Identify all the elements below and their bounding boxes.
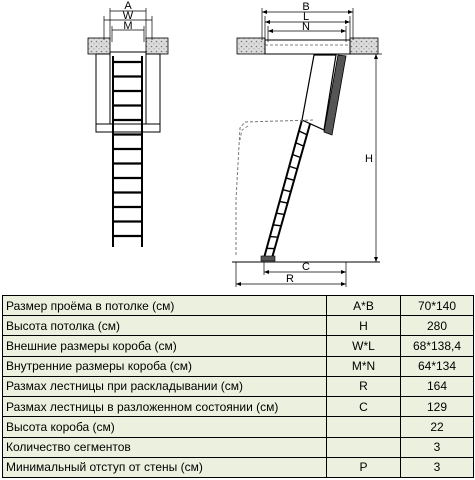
- unfold-contour: [236, 120, 313, 255]
- symbol-cell: A*B: [327, 296, 401, 316]
- symbol-cell: R: [327, 376, 401, 396]
- table-row: [3, 376, 474, 396]
- value-cell: 64*134: [401, 356, 474, 376]
- symbol-cell: P: [327, 457, 401, 477]
- parameter-cell: Размах лестницы при раскладывании (см): [3, 376, 327, 396]
- dim-label-h: H: [365, 153, 373, 165]
- value-cell: 280: [401, 316, 474, 336]
- symbol-cell: C: [327, 397, 401, 417]
- ladder-rung: [283, 190, 291, 192]
- symbol-cell: M*N: [327, 356, 401, 376]
- ladder-foot: [261, 256, 275, 261]
- parameter-cell: Внешние размеры короба (см): [3, 336, 327, 356]
- symbol-cell: W*L: [327, 336, 401, 356]
- symbol-cell: [327, 437, 401, 457]
- parameter-cell: Минимальный отступ от стены (см): [3, 457, 327, 477]
- ladder-rung: [293, 155, 301, 158]
- ceiling-slab-left: [237, 38, 265, 54]
- specs-table: [2, 295, 474, 478]
- symbol-cell: H: [327, 316, 401, 336]
- hatch-frame-left: [96, 54, 110, 132]
- value-cell: 22: [401, 417, 474, 437]
- dim-label-a: A: [124, 0, 132, 12]
- specs-table-body: [3, 296, 474, 478]
- ceiling-slab-right: [146, 38, 168, 54]
- table-row: [3, 417, 474, 437]
- value-cell: 129: [401, 397, 474, 417]
- table-row: [3, 457, 474, 477]
- hatch-frame-right: [146, 54, 160, 132]
- value-cell: 164: [401, 376, 474, 396]
- table-row: [3, 397, 474, 417]
- ladder-rung: [276, 213, 284, 214]
- table-row: [3, 336, 474, 356]
- table-row: [3, 356, 474, 376]
- parameter-cell: Размер проёма в потолке (см): [3, 296, 327, 316]
- dim-label-b: B: [302, 1, 310, 13]
- front-view: [88, 0, 168, 247]
- dim-label-l: L: [302, 11, 310, 23]
- parameter-cell: Высота потолка (см): [3, 316, 327, 336]
- ceiling-slab-left: [88, 38, 110, 54]
- hatch-bottom-bar: [96, 124, 160, 132]
- ladder-rung: [270, 237, 278, 238]
- value-cell: 3: [401, 457, 474, 477]
- parameter-cell: Количество сегментов: [3, 437, 327, 457]
- ladder-rail-front: [264, 120, 302, 258]
- dim-label-n: N: [302, 21, 310, 33]
- value-cell: 70*140: [401, 296, 474, 316]
- value-cell: 3: [401, 437, 474, 457]
- table-row: [3, 316, 474, 336]
- ladder-rung: [299, 131, 307, 135]
- symbol-cell: [327, 417, 401, 437]
- dim-label-c: C: [302, 261, 310, 273]
- table-row: [3, 437, 474, 457]
- table-row: [3, 296, 474, 316]
- side-view: [232, 1, 382, 287]
- parameter-cell: Внутренние размеры короба (см): [3, 356, 327, 376]
- ladder-rung: [280, 201, 288, 203]
- parameter-cell: Размах лестницы в разложенном состоянии (см): [3, 397, 327, 417]
- ladder-rung: [289, 166, 297, 169]
- dim-label-m: M: [123, 20, 133, 32]
- ladder-rung: [286, 178, 294, 180]
- hatch-box: [265, 40, 350, 54]
- parameter-cell: Высота короба (см): [3, 417, 327, 437]
- dim-label-r: R: [286, 273, 294, 285]
- ladder-rungs: [267, 131, 307, 249]
- ladder-rung: [273, 225, 281, 226]
- value-cell: 68*138,4: [401, 336, 474, 356]
- ladder-rung: [296, 143, 304, 146]
- ceiling-slab-right: [350, 38, 378, 54]
- dim-label-w: W: [122, 10, 134, 22]
